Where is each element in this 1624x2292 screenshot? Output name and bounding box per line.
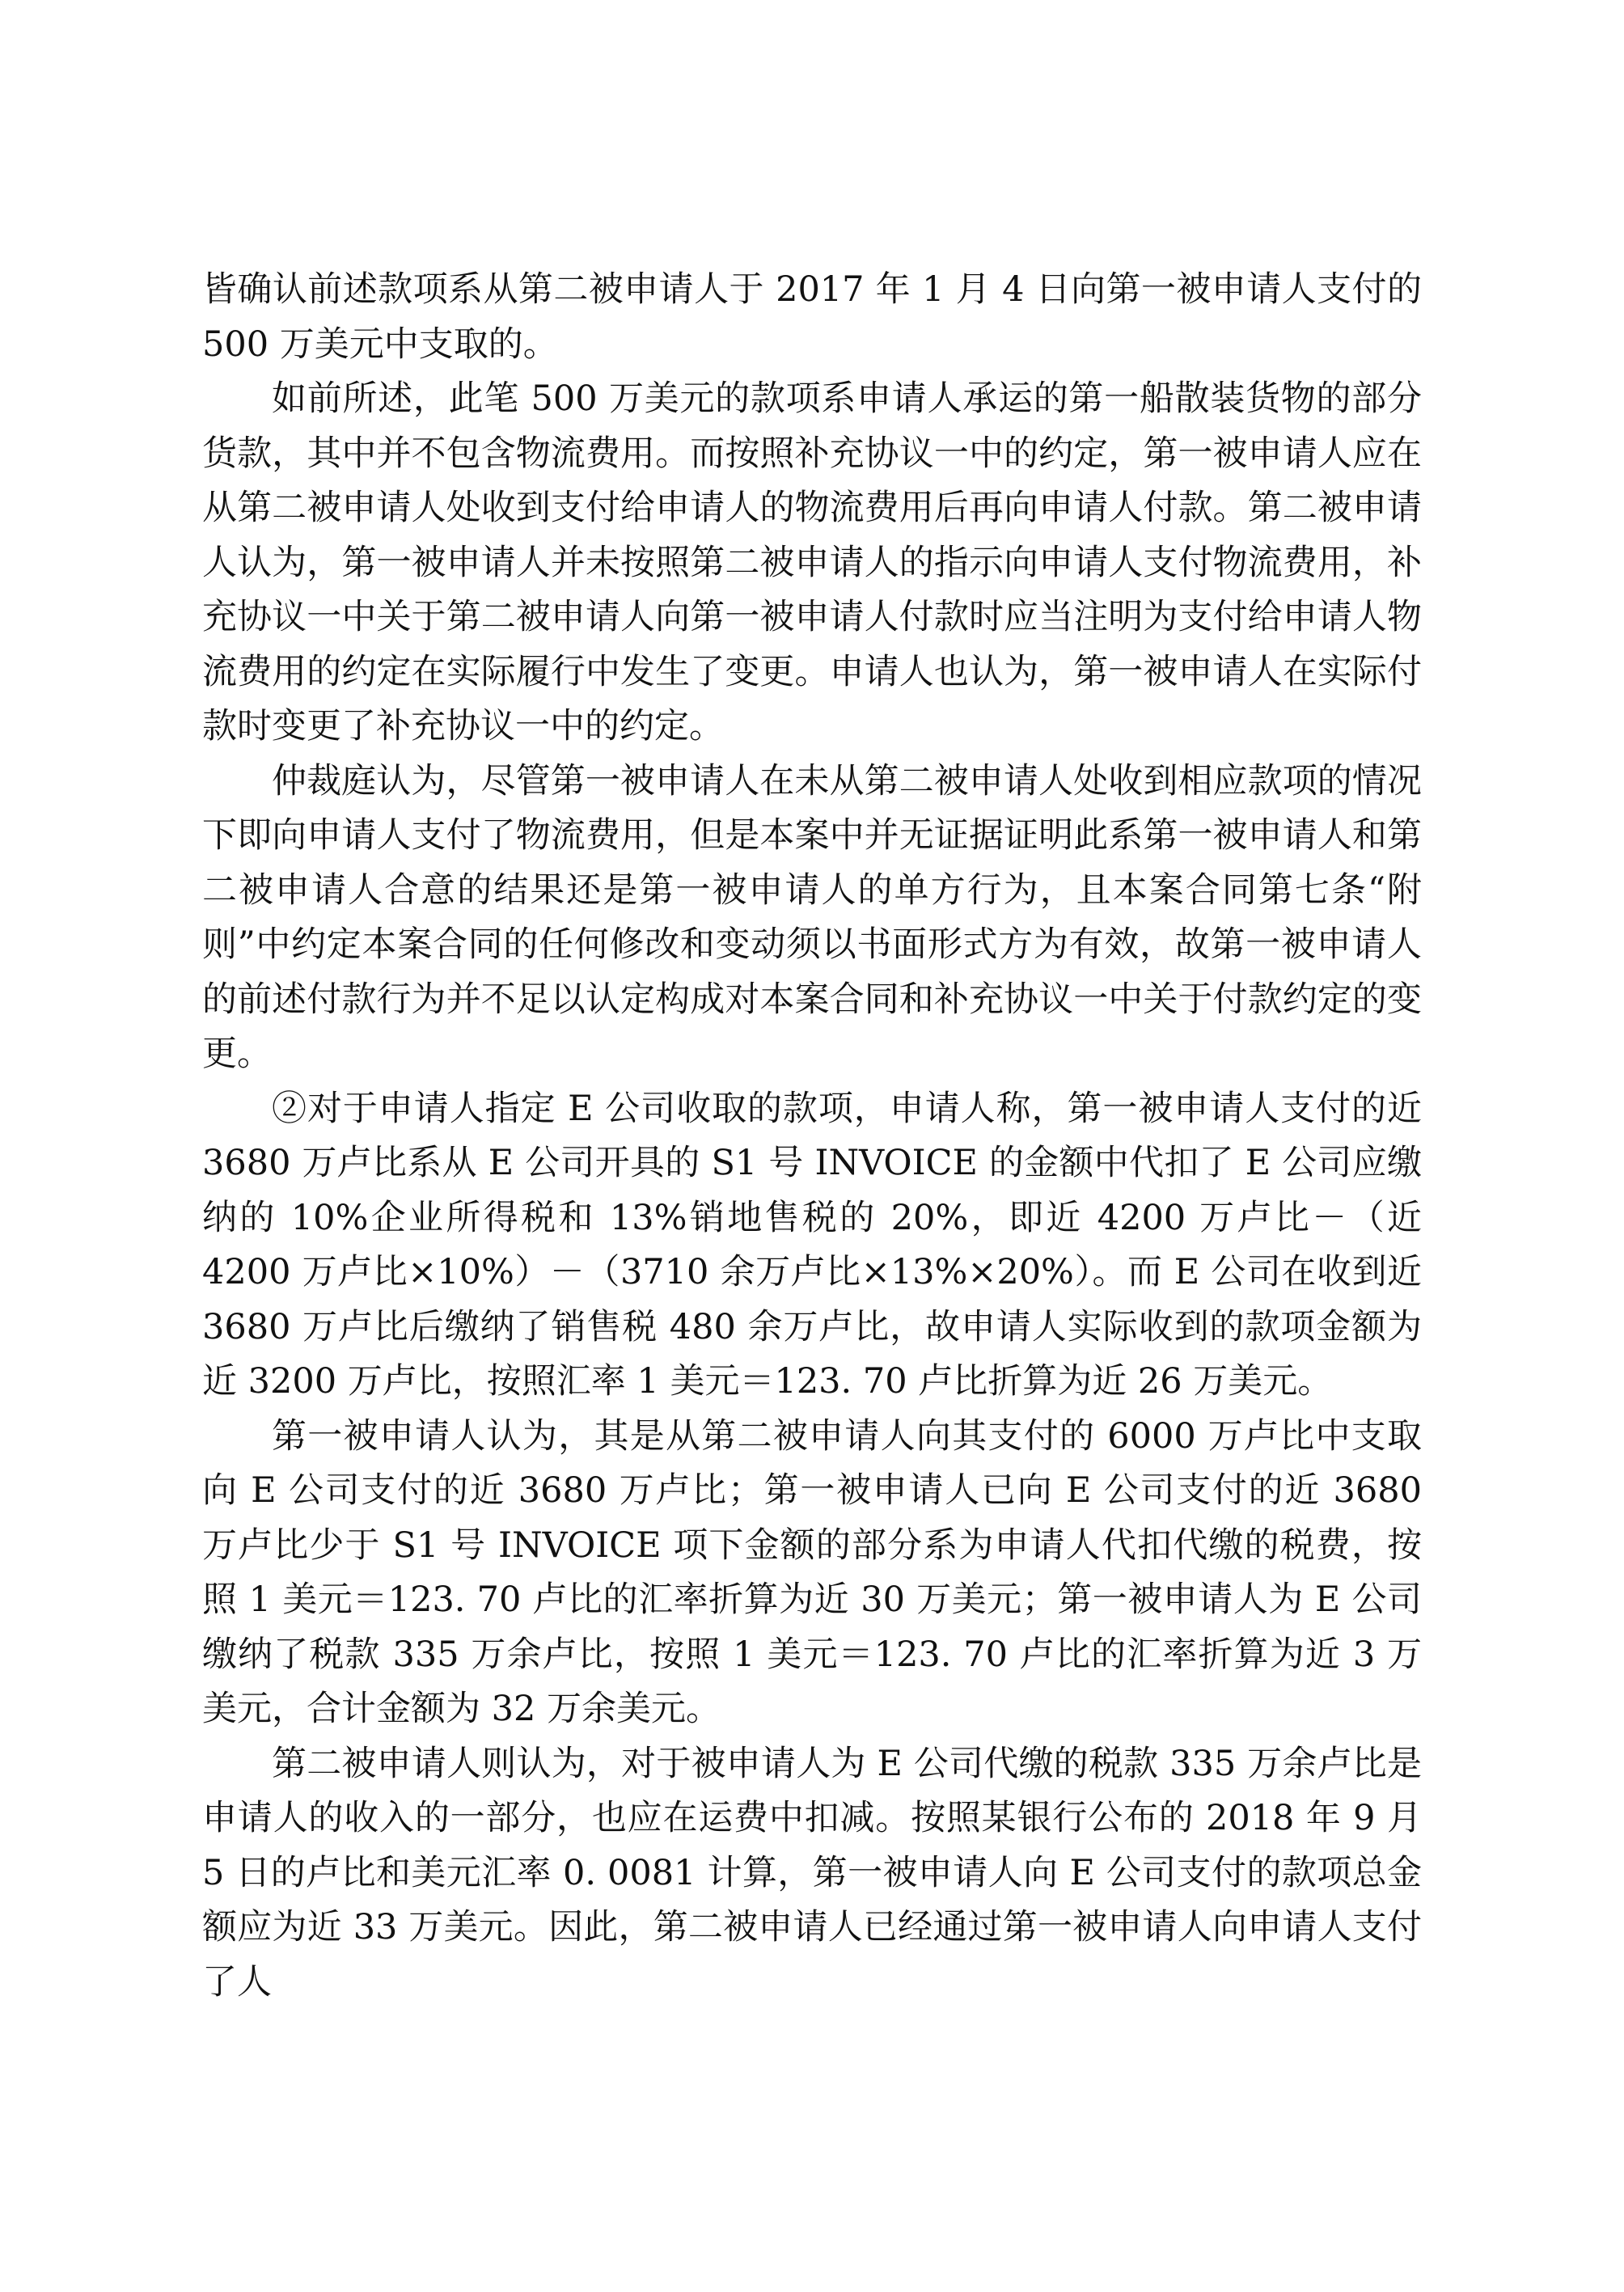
paragraph-continuation: 皆确认前述款项系从第二被申请人于 2017 年 1 月 4 日向第一被申请人支付的 500 万美元中支取的。 <box>202 269 1422 365</box>
paragraph-first-respondent: 第一被申请人认为，其是从第二被申请人向其支付的 6000 万卢比中支取向 E 公司支付的近 3680 万卢比；第一被申请人已向 E 公司支付的近 3680 万卢比少于 S1 号 INVOICE 项下金额的部分系为申请人代扣代缴的税费，按照 1 美元＝123. 70 卢比的汇率折算为近 30 万美元；第一被申请人为 E 公司缴纳了税款 335 万余卢比，按照 1 美元＝123. 70 卢比的汇率折算为近 3 万美元，合计金额为 32 万余美元。 <box>202 1415 1422 1729</box>
document-body <box>202 263 1422 2010</box>
paragraph-payment-analysis: 如前所述，此笔 500 万美元的款项系申请人承运的第一船散装货物的部分货款，其中并不包含物流费用。而按照补充协议一中的约定，第一被申请人应在从第二被申请人处收到支付给申请人的物流费用后再向申请人付款。第二被申请人认为，第一被申请人并未按照第二被申请人的指示向申请人支付物流费用，补充协议一中关于第二被申请人向第一被申请人付款时应当注明为支付给申请人物流费用的约定在实际履行中发生了变更。申请人也认为，第一被申请人在实际付款时变更了补充协议一中的约定。 <box>202 378 1422 746</box>
paragraph-claimant-e-company: ②对于申请人指定 E 公司收取的款项，申请人称，第一被申请人支付的近 3680 万卢比系从 E 公司开具的 S1 号 INVOICE 的金额中代扣了 E 公司应缴纳的 10%企业所得税和 13%销地售税的 20%，即近 4200 万卢比－（近 4200 万卢比×10%）－（3710 余万卢比×13%×20%）。而 E 公司在收到近 3680 万卢比后缴纳了销售税 480 余万卢比，故申请人实际收到的款项金额为近 3200 万卢比，按照汇率 1 美元＝123. 70 卢比折算为近 26 万美元。 <box>202 1088 1422 1402</box>
paragraph-second-respondent: 第二被申请人则认为，对于被申请人为 E 公司代缴的税款 335 万余卢比是申请人的收入的一部分，也应在运费中扣减。按照某银行公布的 2018 年 9 月 5 日的卢比和美元汇率 0. 0081 计算，第一被申请人向 E 公司支付的款项总金额应为近 33 万美元。因此，第二被申请人已经通过第一被申请人向申请人支付了人 <box>202 1743 1422 2002</box>
paragraph-tribunal-opinion: 仲裁庭认为，尽管第一被申请人在未从第二被申请人处收到相应款项的情况下即向申请人支付了物流费用，但是本案中并无证据证明此系第一被申请人和第二被申请人合意的结果还是第一被申请人的单方行为，且本案合同第七条“附则”中约定本案合同的任何修改和变动须以书面形式方为有效，故第一被申请人的前述付款行为并不足以认定构成对本案合同和补充协议一中关于付款约定的变更。 <box>202 760 1422 1074</box>
